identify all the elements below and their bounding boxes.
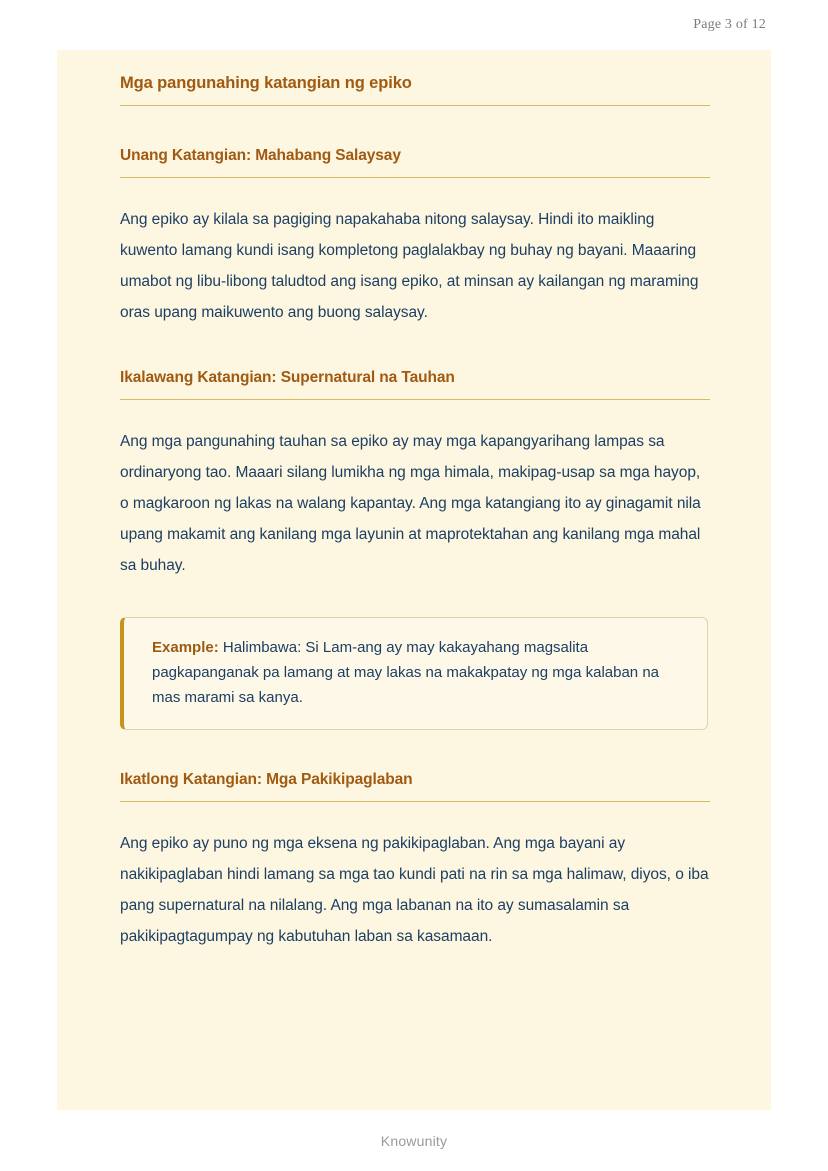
page-title: Mga pangunahing katangian ng epiko bbox=[120, 74, 710, 106]
page-number-label: Page 3 of 12 bbox=[693, 17, 766, 32]
example-callout-text bbox=[152, 635, 685, 710]
example-callout bbox=[120, 617, 708, 730]
example-body: Halimbawa: Si Lam-ang ay may kakayahang magsalita pagkapanganak pa lamang at may lakas na makakpatay ng mga kalaban na mas marami sa kanya. bbox=[152, 639, 660, 706]
page-footer bbox=[0, 1110, 828, 1171]
section-heading-3: Ikatlong Katangian: Mga Pakikipaglaban bbox=[120, 771, 710, 802]
section-heading-1: Unang Katangian: Mahabang Salaysay bbox=[120, 147, 710, 178]
example-label: Example: bbox=[152, 639, 219, 656]
page-header bbox=[0, 0, 828, 50]
section-paragraph-3: Ang epiko ay puno ng mga eksena ng pakikipaglaban. Ang mga bayani ay nakikipaglaban hindi lamang sa mga tao kundi pati na rin sa mga halimaw, diyos, o iba pang supernatural na nilalang. Ang mga labanan na ito ay sumasalamin sa pakikipagtagumpay ng kabutuhan laban sa kasamaan. bbox=[120, 835, 709, 945]
section-paragraph-2: Ang mga pangunahing tauhan sa epiko ay may mga kapangyarihang lampas sa ordinaryong tao. Maaari silang lumikha ng mga himala, makipag-usap sa mga hayop, o magkaroon ng lakas na walang kapantay. Ang mga katangiang ito ay ginagamit nila upang makamit ang kanilang mga layunin at maprotektahan ang kanilang mga mahal sa buhay. bbox=[120, 433, 701, 574]
section-heading-2: Ikalawang Katangian: Supernatural na Tauhan bbox=[120, 369, 710, 400]
document-sheet bbox=[57, 50, 771, 1110]
section-paragraph-1: Ang epiko ay kilala sa pagiging napakahaba nitong salaysay. Hindi ito maikling kuwento lamang kundi isang kompletong paglalakbay ng buhay ng bayani. Maaaring umabot ng libu-libong taludtod ang isang epiko, at minsan ay kailangan ng maraming oras upang maikuwento ang buong salaysay. bbox=[120, 211, 699, 321]
brand-label: Knowunity bbox=[380, 1132, 448, 1149]
document-content bbox=[57, 50, 771, 952]
